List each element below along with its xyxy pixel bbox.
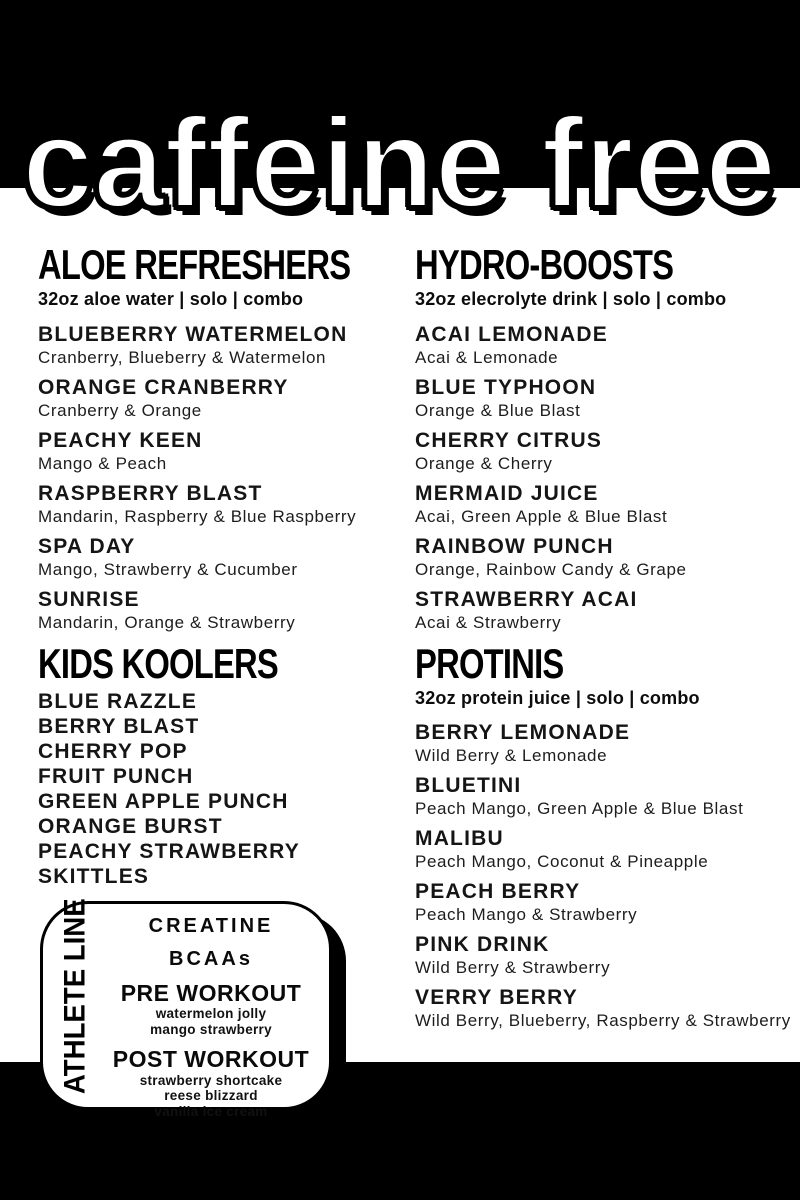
item-name: VERRY BERRY <box>415 986 578 1010</box>
menu-item <box>415 932 793 978</box>
item-name: BLUEBERRY WATERMELON <box>38 322 348 346</box>
item-name: ORANGE CRANBERRY <box>38 375 289 399</box>
page-title: caffeine free <box>22 92 777 235</box>
item-name: BLUE TYPHOON <box>415 375 597 399</box>
menu-item <box>38 587 400 633</box>
menu-item <box>415 720 793 766</box>
menu-item <box>38 322 400 368</box>
item-name: ACAI LEMONADE <box>415 322 608 346</box>
kids-item: PEACHY STRAWBERRY <box>38 839 300 863</box>
item-desc: Acai & Strawberry <box>415 612 562 632</box>
menu-item <box>415 322 793 368</box>
athlete-entry-name: CREATINE <box>148 915 274 937</box>
kids-item: BLUE RAZZLE <box>38 689 198 713</box>
item-desc: Mango & Peach <box>38 453 167 473</box>
item-name: BLUETINI <box>415 774 522 798</box>
menu-item <box>415 773 793 819</box>
athlete-entry-name: BCAAs <box>169 948 253 970</box>
menu-item <box>415 879 793 925</box>
item-desc: Peach Mango, Green Apple & Blue Blast <box>415 799 744 819</box>
athlete-line-box <box>40 898 332 1119</box>
athlete-line-label: ATHLETE LINE <box>58 898 92 1095</box>
item-desc: Peach Mango, Coconut & Pineapple <box>415 852 709 872</box>
section-heading: KIDS KOOLERS <box>38 639 279 687</box>
item-name: MERMAID JUICE <box>415 481 599 505</box>
athlete-flavor: watermelon jolly <box>155 1006 267 1022</box>
section-protinis <box>415 639 793 1032</box>
item-desc: Wild Berry, Blueberry, Raspberry & Strawberry <box>415 1011 791 1031</box>
athlete-flavor: mango strawberry <box>150 1021 272 1037</box>
menu-item <box>38 428 400 474</box>
item-name: PEACHY KEEN <box>38 428 203 452</box>
athlete-entry-name: PRE WORKOUT <box>120 980 302 1006</box>
menu-item <box>415 587 793 633</box>
item-desc: Acai, Green Apple & Blue Blast <box>415 506 668 526</box>
section-aloe-refreshers <box>38 241 400 633</box>
menu-item <box>38 375 400 421</box>
athlete-flavor: strawberry shortcake <box>139 1072 283 1088</box>
item-desc: Wild Berry & Lemonade <box>415 746 608 766</box>
menu-item <box>415 826 793 872</box>
item-name: RAINBOW PUNCH <box>415 534 614 558</box>
section-heading: ALOE REFRESHERS <box>38 241 351 288</box>
menu-item <box>415 428 793 474</box>
menu-item <box>415 375 793 421</box>
kids-item: ORANGE BURST <box>38 814 223 838</box>
section-subtitle: 32oz protein juice | solo | combo <box>415 687 700 708</box>
column-left <box>38 188 400 889</box>
section-subtitle: 32oz elecrolyte drink | solo | combo <box>415 289 727 309</box>
item-desc: Orange, Rainbow Candy & Grape <box>415 559 687 579</box>
kids-item: BERRY BLAST <box>38 714 200 738</box>
item-desc: Acai & Lemonade <box>415 347 559 367</box>
menu-item <box>415 534 793 580</box>
item-name: BERRY LEMONADE <box>415 721 631 745</box>
kids-item: CHERRY POP <box>38 739 188 763</box>
item-name: SPA DAY <box>38 534 136 558</box>
section-heading: PROTINIS <box>415 639 564 687</box>
column-right <box>415 188 793 1038</box>
item-desc: Mandarin, Raspberry & Blue Raspberry <box>38 506 357 526</box>
athlete-entry <box>105 915 317 937</box>
athlete-entry <box>105 981 317 1037</box>
menu-item <box>415 985 793 1031</box>
item-name: RASPBERRY BLAST <box>38 481 263 505</box>
item-desc: Peach Mango & Strawberry <box>415 905 638 925</box>
section-subtitle: 32oz aloe water | solo | combo <box>38 289 304 309</box>
item-desc: Cranberry & Orange <box>38 400 202 420</box>
item-name: SUNRISE <box>38 587 140 611</box>
item-name: STRAWBERRY ACAI <box>415 587 638 611</box>
athlete-flavor: vanilla ice cream <box>154 1103 268 1119</box>
menu-item <box>38 534 400 580</box>
kids-item: SKITTLES <box>38 864 150 888</box>
kids-item: FRUIT PUNCH <box>38 764 194 788</box>
item-name: PEACH BERRY <box>415 880 581 904</box>
menu-item <box>38 481 400 527</box>
item-desc: Orange & Cherry <box>415 453 553 473</box>
item-desc: Mango, Strawberry & Cucumber <box>38 559 298 579</box>
item-name: PINK DRINK <box>415 933 550 957</box>
athlete-flavor: reese blizzard <box>164 1088 258 1104</box>
item-desc: Orange & Blue Blast <box>415 400 581 420</box>
menu-item <box>415 481 793 527</box>
item-desc: Cranberry, Blueberry & Watermelon <box>38 347 327 367</box>
section-kids-koolers <box>38 639 400 889</box>
item-desc: Mandarin, Orange & Strawberry <box>38 612 296 632</box>
athlete-entry <box>105 1047 317 1119</box>
kids-item: GREEN APPLE PUNCH <box>38 789 289 813</box>
athlete-entry <box>105 948 317 970</box>
section-heading: HYDRO-BOOSTS <box>415 241 674 288</box>
section-hydro-boosts <box>415 241 793 633</box>
item-desc: Wild Berry & Strawberry <box>415 958 611 978</box>
item-name: CHERRY CITRUS <box>415 428 603 452</box>
athlete-entry-name: POST WORKOUT <box>112 1046 310 1073</box>
item-name: MALIBU <box>415 827 504 851</box>
